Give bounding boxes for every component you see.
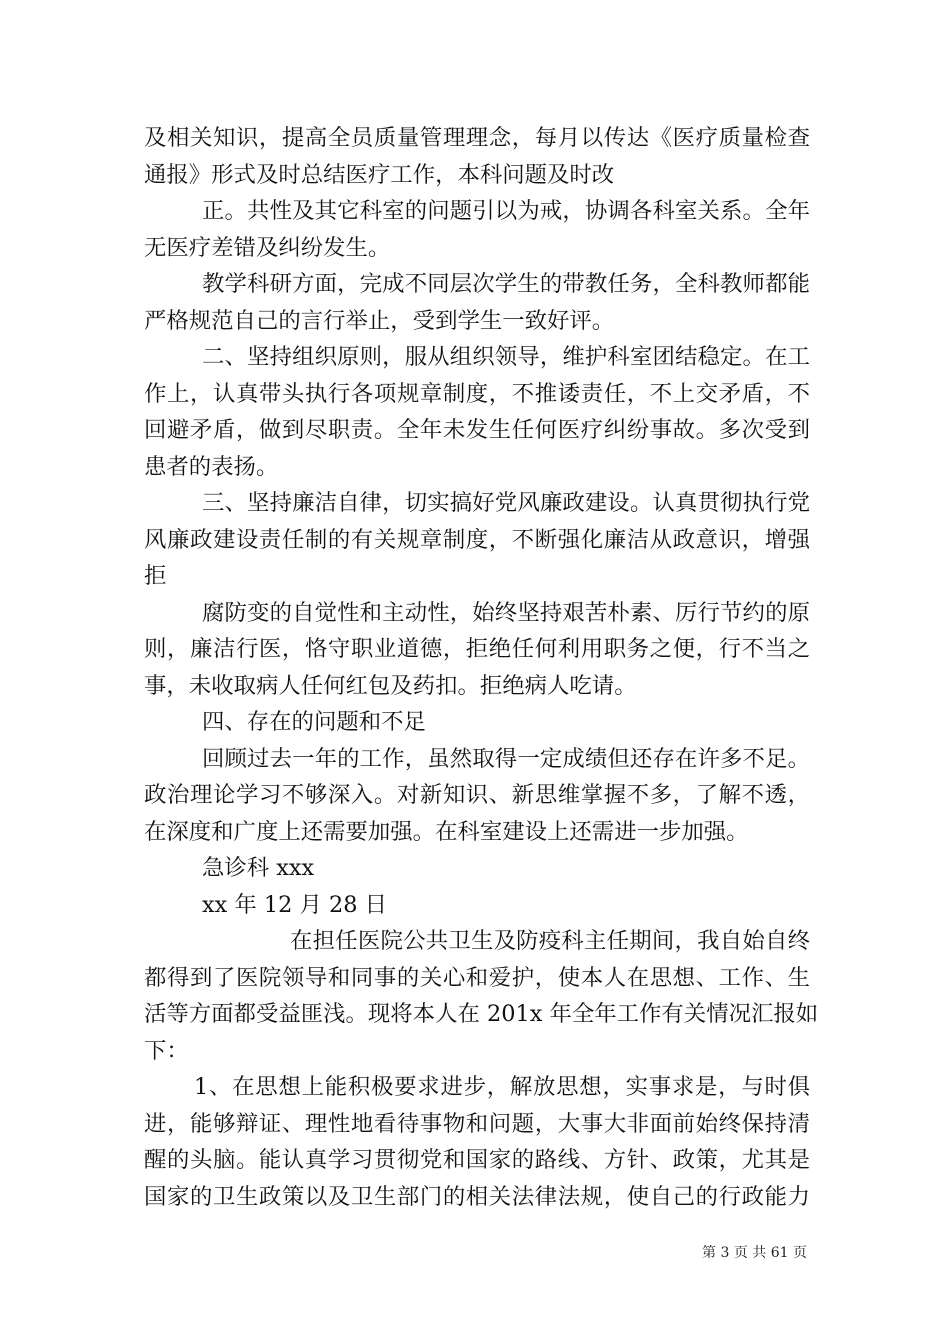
text-line: 无医疗差错及纠纷发生。 <box>144 234 391 261</box>
text-line: 风廉政建设责任制的有关规章制度，不断强化廉洁从政意识，增强 <box>144 526 810 553</box>
text-line: 则，廉洁行医，恪守职业道德，拒绝任何利用职务之便，行不当之 <box>144 636 810 662</box>
text-line: 教学科研方面，完成不同层次学生的带教任务，全科教师都能 <box>202 271 810 297</box>
text-line: 政治理论学习不够深入。对新知识、新思维掌握不多，了解不透， <box>144 782 810 808</box>
text-line: 四、存在的问题和不足 <box>202 709 426 735</box>
text-line: 在深度和广度上还需要加强。在科室建设上还需进一步加强。 <box>144 818 749 845</box>
text-line: 作上，认真带头执行各项规章制度，不推诿责任，不上交矛盾，不 <box>144 380 810 407</box>
text-line: 腐防变的自觉性和主动性，始终坚持艰苦朴素、厉行节约的原 <box>202 599 810 626</box>
text-line: 拒 <box>144 563 167 589</box>
document-body <box>144 120 819 1215</box>
text-line: 三、坚持廉洁自律，切实搞好党风廉政建设。认真贯彻执行党 <box>202 490 810 516</box>
text-line: 患者的表扬。 <box>144 453 279 480</box>
text-line: 醒的头脑。能认真学习贯彻党和国家的路线、方针、政策，尤其是 <box>144 1147 810 1173</box>
text-line: 正。共性及其它科室的问题引以为戒，协调各科室关系。全年 <box>202 198 810 224</box>
text-line: 严格规范自己的言行举止，受到学生一致好评。 <box>144 307 615 334</box>
text-line: 都得到了医院领导和同事的关心和爱护，使本人在思想、工作、生 <box>144 964 810 991</box>
text-line: 通报》形式及时总结医疗工作，本科问题及时改 <box>144 161 615 188</box>
text-line: 1、在思想上能积极要求进步，解放思想，实事求是，与时俱 <box>194 1074 810 1100</box>
text-line: 及相关知识，提高全员质量管理理念，每月以传达《医疗质量检查 <box>144 125 810 151</box>
text-line: 事，未收取病人任何红包及药扣。拒绝病人吃请。 <box>144 672 637 699</box>
text-line: 进，能够辩证、理性地看待事物和问题，大事大非面前始终保持清 <box>144 1110 810 1137</box>
text-line: 下： <box>144 1037 189 1064</box>
text-line: 回顾过去一年的工作，虽然取得一定成绩但还存在许多不足。 <box>202 745 810 772</box>
text-line: 急诊科 xxx <box>202 855 315 881</box>
text-line: 回避矛盾，做到尽职责。全年未发生任何医疗纠纷事故。多次受到 <box>144 417 810 443</box>
text-line: 二、坚持组织原则，服从组织领导，维护科室团结稳定。在工 <box>202 344 810 370</box>
text-line: xx 年 12 月 28 日 <box>202 891 387 918</box>
text-line: 在担任医院公共卫生及防疫科主任期间，我自始自终 <box>290 928 810 954</box>
text-line: 活等方面都受益匪浅。现将本人在 201x 年全年工作有关情况汇报如 <box>144 1001 819 1027</box>
text-line: 国家的卫生政策以及卫生部门的相关法律法规，使自己的行政能力 <box>144 1183 810 1210</box>
page-footer: 第 3 页 共 61 页 <box>702 1245 807 1261</box>
